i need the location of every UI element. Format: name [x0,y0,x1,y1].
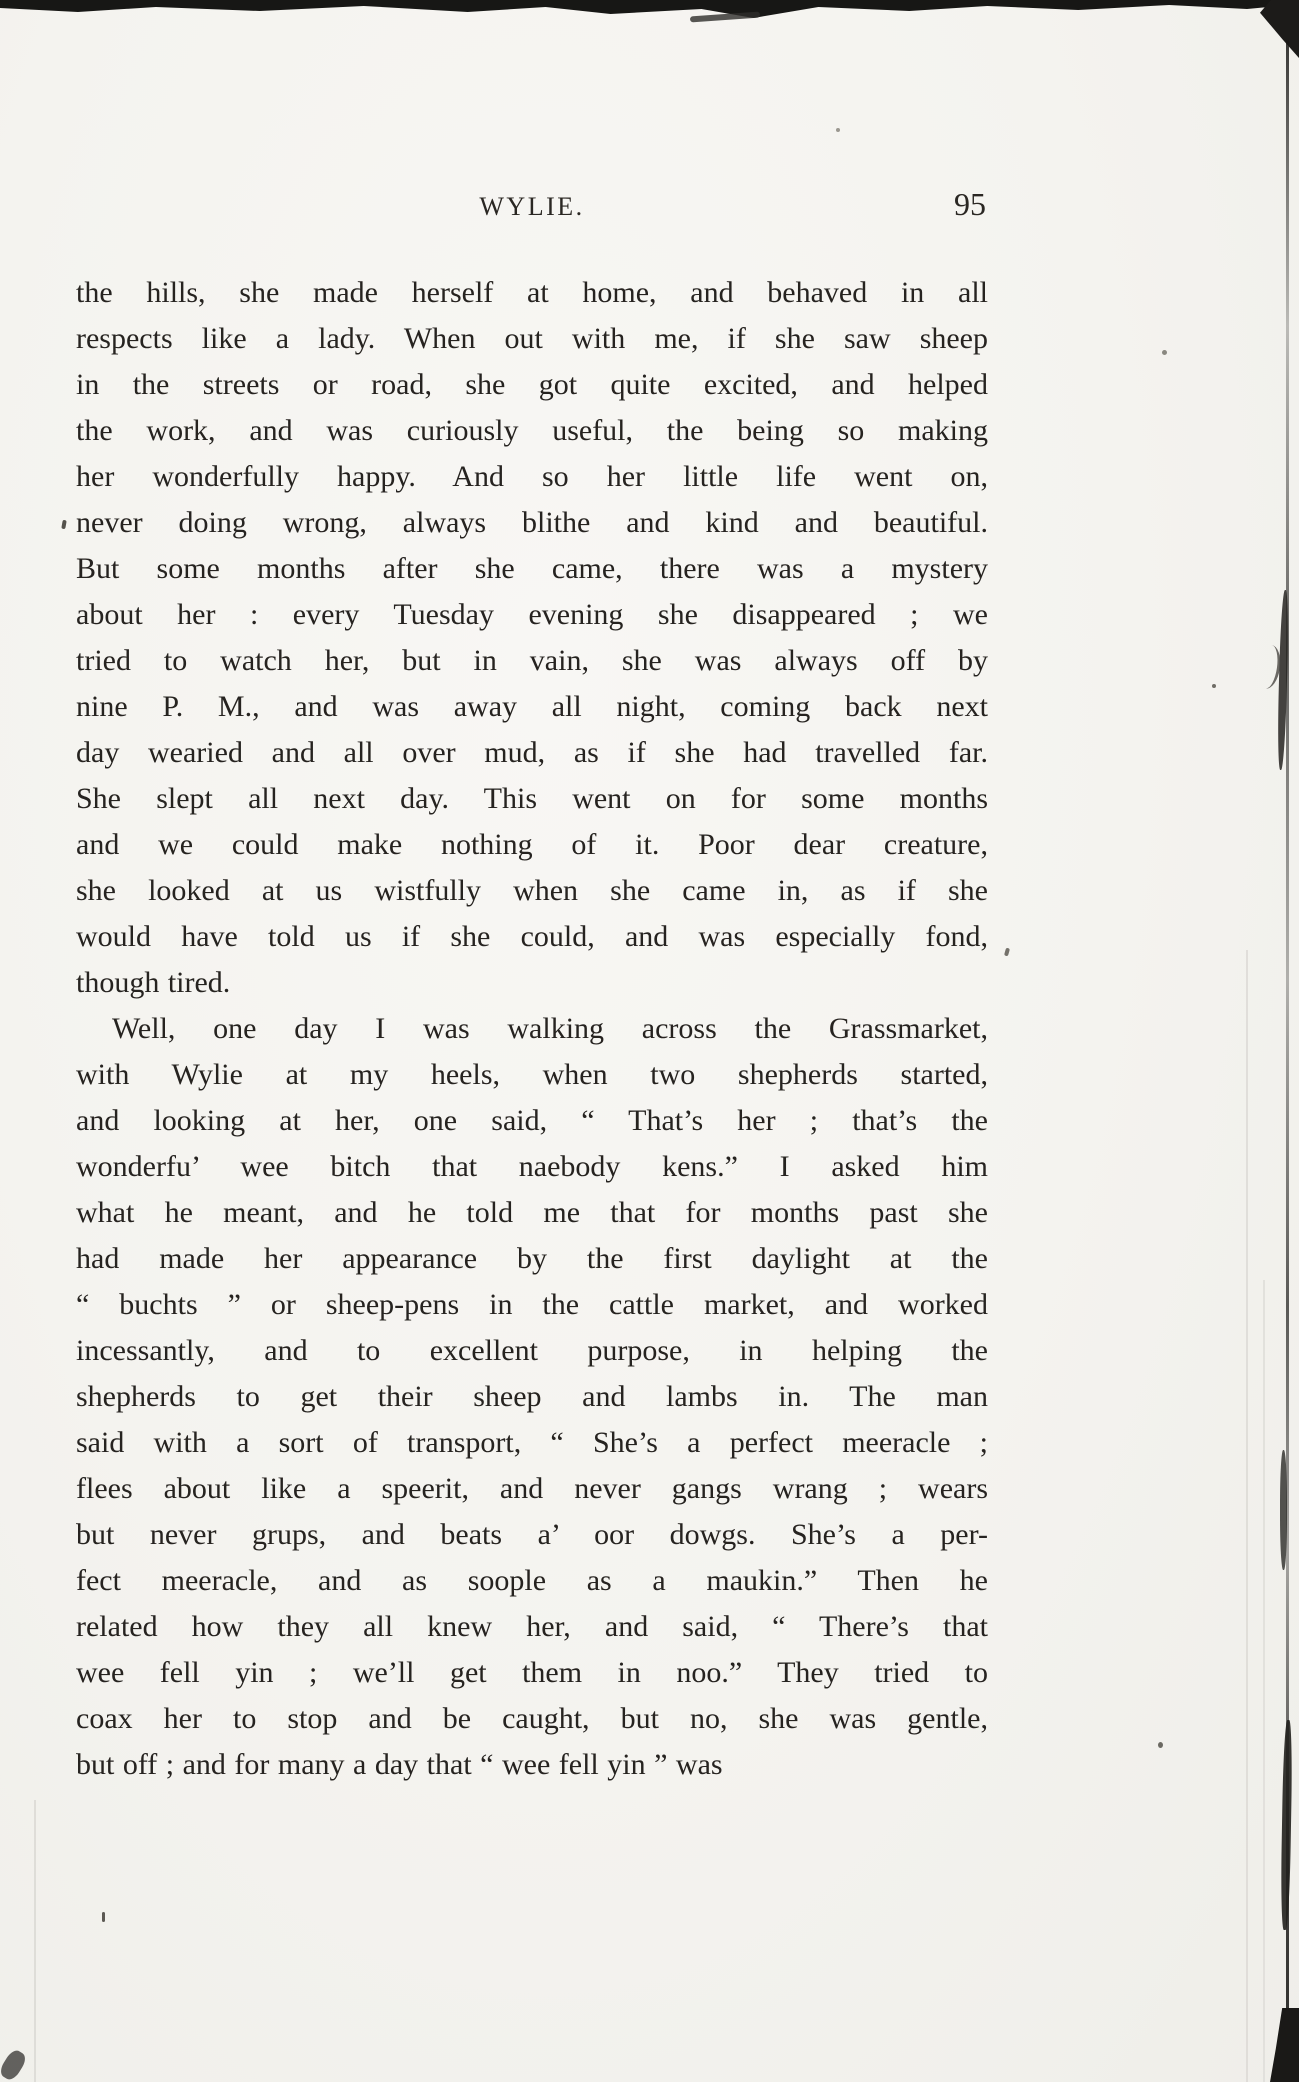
paragraph [76,270,988,1006]
scan-edge-top [0,0,1299,20]
text-line: the work, and was curiously useful, the being so making [76,414,988,447]
text-line: said with a sort of transport, “ She’s a perfect meeracle ; [76,1426,988,1459]
text-line: “ buchts ” or sheep-pens in the cattle market, and worked [76,1288,988,1321]
text-line: tried to watch her, but in vain, she was always off by [76,644,988,677]
paragraph [76,1006,988,1788]
text-line: respects like a lady. When out with me, if she saw sheep [76,322,988,355]
text-line: she looked at us wistfully when she came in, as if she [76,874,988,907]
scan-page-edge [1246,950,1248,2082]
paper-speck [1212,684,1216,688]
scan-corner-top-right [1260,0,1299,58]
running-header: WYLIE. [479,192,585,221]
scan-mark-top [690,12,760,23]
text-line: and looking at her, one said, “ That’s her ; that’s the [76,1104,988,1137]
text-line: coax her to stop and be caught, but no, she was gentle, [76,1702,988,1735]
text-line: her wonderfully happy. And so her little life went on, [76,460,988,493]
paper-speck [1162,350,1167,355]
text-line: wee fell yin ; we’ll get them in noo.” They tried to [76,1656,988,1689]
paper-speck [61,520,67,530]
text-line: day wearied and all over mud, as if she had travelled far. [76,736,988,769]
text-line: shepherds to get their sheep and lambs in. The man [76,1380,988,1413]
text-line: never doing wrong, always blithe and kind and beautiful. [76,506,988,539]
text-line: but never grups, and beats a’ oor dowgs. She’s a per- [76,1518,988,1551]
scan-page-edge-left [34,1800,36,2082]
text-line: in the streets or road, she got quite excited, and helped [76,368,988,401]
text-line: what he meant, and he told me that for months past she [76,1196,988,1229]
text-line: about her : every Tuesday evening she disappeared ; we [76,598,988,631]
page-number: 95 [954,186,986,222]
text-line: had made her appearance by the first daylight at the [76,1242,988,1275]
text-line: She slept all next day. This went on for some months [76,782,988,815]
paper-speck [836,128,840,132]
text-line: flees about like a speerit, and never gangs wrang ; wears [76,1472,988,1505]
text-line: nine P. M., and was away all night, coming back next [76,690,988,723]
text-line: and we could make nothing of it. Poor dear creature, [76,828,988,861]
paper-speck [102,1912,105,1922]
text-line: the hills, she made herself at home, and behaved in all [76,276,988,309]
scan-corner-bottom-right [1270,2008,1299,2082]
page-header [76,186,988,230]
text-line: with Wylie at my heels, when two shepherds started, [76,1058,988,1091]
paper-speck [1158,1742,1163,1748]
scan-binding-line [1286,40,1289,2082]
body-text [76,270,988,1788]
text-column [76,186,988,1788]
text-line: related how they all knew her, and said, “ There’s that [76,1610,988,1643]
scan-binding-mark [1280,1720,1293,1930]
text-line: fect meeracle, and as soople as a maukin.” Then he [76,1564,988,1597]
text-line: wonderfu’ wee bitch that naebody kens.” I asked him [76,1150,988,1183]
text-line: but off ; and for many a day that “ wee fell yin ” was [76,1748,723,1781]
text-line: would have told us if she could, and was especially fond, [76,920,988,953]
scan-binding-mark [1280,1450,1287,1570]
paper-speck [1004,948,1010,957]
scan-binding-hook [1258,644,1283,690]
scan-corner-bottom-left [0,2048,29,2082]
scan-page-edge [1263,1280,1265,2082]
text-line: incessantly, and to excellent purpose, in helping the [76,1334,988,1367]
scan-binding-mark [1277,590,1290,770]
text-line: though tired. [76,966,231,999]
text-line: Well, one day I was walking across the Grassmarket, [112,1012,988,1045]
text-line: But some months after she came, there was a mystery [76,552,988,585]
